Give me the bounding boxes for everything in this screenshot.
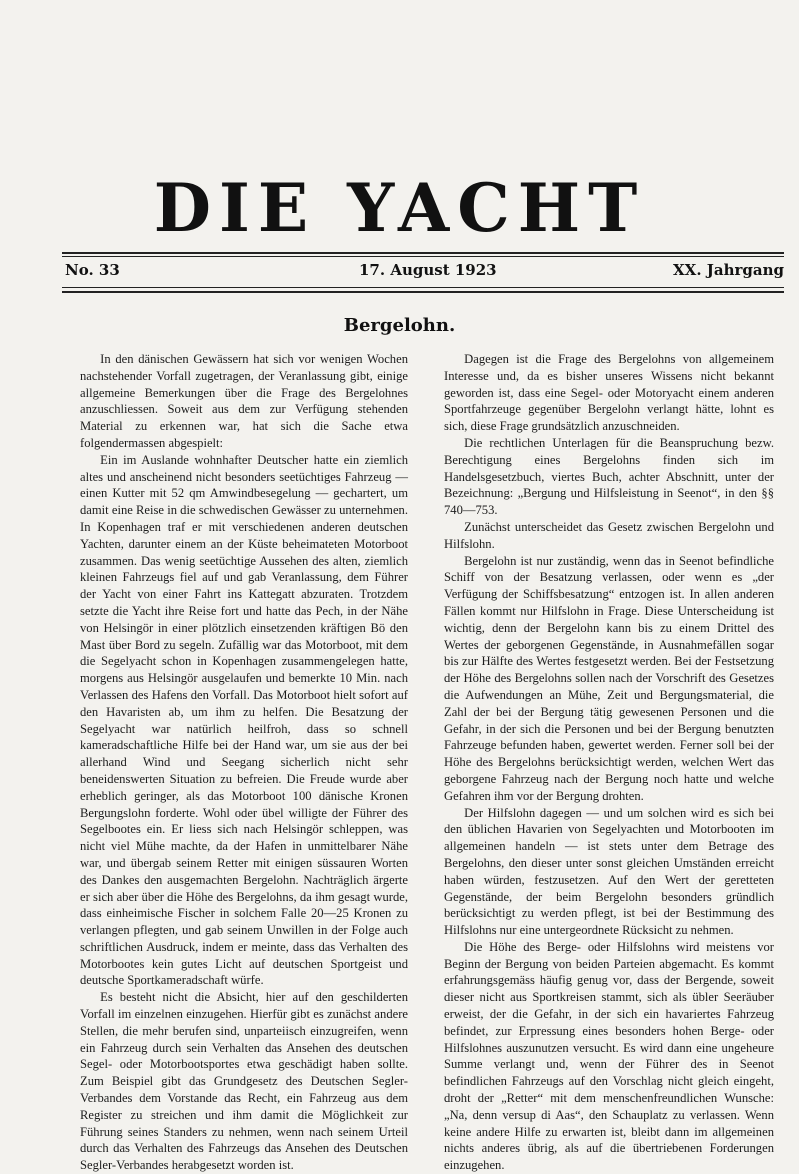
paragraph: Bergelohn ist nur zuständig, wenn das in Seenot befindliche Schiff von der Besatzung verlassen, oder wenn es „der Verfügung der Schiffsbesatzung“ entzogen ist. In allen anderen Fällen kommt nur Hilfslohn in Frage. Diese Unterscheidung ist wichtig, denn der Bergelohn kann bis zu einem Drittel des Wertes der geborgenen Gegenstände, in Ausnahmefällen sogar bis zur Hälfte des Wertes festgesetzt werden. Bei der Festsetzung der Höhe des Bergelohns sollen nach der Vorschrift des Gesetzes die Aufwendungen an Mühe, Zeit und Bergungsmaterial, die Zahl der bei der Bergung tätig gewesenen Personen und die Gefahr, in der sich die Personen und bei der Bergung benutzten Fahrzeuge befunden haben, gewertet werden. Ferner soll bei der Höhe des Bergelohns berücksichtigt werden, welchen Wert das geborgene Fahrzeug nach der Bergung noch hatte und welche Gefahren ihm vor der Bergung drohten. (444, 553, 774, 803)
header-rule-top-thin (62, 256, 784, 257)
paragraph: Der Hilfslohn dagegen — und um solchen wird es sich bei den üblichen Havarien von Segelyachten und Motorbooten im allgemeinen handeln — ist stets unter dem Betrage des Bergelohns, den dieser unter sonst gleichen Umständen erreicht haben würden, festzusetzen. Auf den Wert der geretteten Gegenstände, der beim Bergelohn besonders gründlich berücksichtigt zu werden pflegt, ist bei der Bestimmung des Hilfslohns nur eine untergeordnete Rücksicht zu nehmen. (444, 805, 774, 938)
issue-volume: XX. Jahrgang (673, 261, 784, 279)
article-column-right (444, 351, 774, 1174)
issue-date: 17. August 1923 (359, 261, 497, 279)
masthead-title: DIE YACHT (153, 169, 646, 247)
article-column-left (80, 351, 408, 1174)
paragraph: Ein im Auslande wohnhafter Deutscher hatte ein ziemlich altes und anscheinend nicht besonders seetüchtiges Fahrzeug — einen Kutter mit 52 qm Amwindbesegelung — gechartert, um damit eine Reise in die schwedischen Gewässer zu unternehmen. In Kopenhagen traf er mit verschiedenen anderen deutschen Yachten, darunter einem an der Küste beheimateten Motorboot zusammen. Das wenig seetüchtige Aussehen des alten, ziemlich kleinen Fahrzeugs fiel auf und gab Veranlassung, dem Führer der Yacht von einer Fahrt ins Kattegatt abzuraten. Trotzdem setzte die Yacht ihre Reise fort und hatte das Pech, in der Nähe von Helsingör in einer plötzlich einsetzenden kräftigen Bö den Mast über Bord zu segeln. Zufällig war das Motorboot, mit dem die Segelyacht schon in Kopenhagen zusammengelegen hatte, morgens aus Helsingör ausgelaufen und bemerkte 10 Min. nach Verlassen des Hafens den Vorfall. Das Motorboot hielt sofort auf den Havaristen ab, um ihm zu helfen. Die Besatzung der Segelyacht war natürlich heilfroh, dass so schnell kameradschaftliche Hilfe bei der Hand war, um sie aus der bei allerhand Wind und Seegang sicherlich nicht sehr beneidenswerten Situation zu befreien. Die Freude wurde aber erheblich geringer, als das Motorboot 100 dänische Kronen Bergungslohn forderte. Wohl oder übel willigte der Führer des Segelbootes ein. Er liess sich nach Helsingör schleppen, was nicht viel Mühe machte, da der Hafen in unmittelbarer Nähe war, und übergab seinem Retter mit einigen süssauren Worten des Dankes den ausgemachten Bergelohn. Nachträglich ärgerte er sich aber über die Höhe des Bergelohns, da ihm gesagt wurde, dass einheimische Fischer in solchem Falle 20—25 Kronen zu verlangen pflegten, und gab seinem Unwillen in der Folge auch schriftlichen Ausdruck, indem er meinte, dass das Verhalten des Motorbootes kein gutes Licht auf deutschen Sportgeist und deutsche Sportkameradschaft würfe. (80, 452, 408, 988)
issue-number: No. 33 (65, 261, 120, 279)
article-title: Bergelohn. (343, 315, 456, 336)
paragraph: In den dänischen Gewässern hat sich vor wenigen Wochen nachstehender Vorfall zugetragen, der Veranlassung gibt, einige allgemeine Bemerkungen über die Frage des Bergelohnes anzuschliessen. Soweit aus dem zur Verfügung stehenden Material zu erkennen war, hat sich die Sache etwa folgendermassen abgespielt: (80, 352, 408, 450)
header-rule-bottom-thin (62, 287, 784, 288)
paragraph: Dagegen ist die Frage des Bergelohns von allgemeinem Interesse und, da es bisher unseres Wissens nicht bekannt geworden ist, dass eine Segel- oder Motoryacht einem anderen Sportfahrzeuge gegenüber Bergelohn verlangt hätte, lohnt es sich, diese Frage grundsätzlich anzuschneiden. (444, 352, 774, 434)
paragraph: Zunächst unterscheidet das Gesetz zwischen Bergelohn und Hilfslohn. (444, 519, 774, 551)
header-rule-top (62, 252, 784, 254)
header-rule-bottom (62, 291, 784, 293)
paragraph: Die Höhe des Berge- oder Hilfslohns wird meistens vor Beginn der Bergung von beiden Parteien abgemacht. Es kommt erfahrungsgemäss häufig genug vor, dass der Bergende, soweit dieser nicht aus Sportkreisen stammt, sich als übler Seeräuber erweist, der die Gefahr, in der sich ein havariertes Fahrzeug befindet, zur Erpressung eines besonders hohen Berge- oder Hilfslohnes auszunutzen versucht. Es wird dann eine ungeheure Summe verlangt und, wenn der Führer des in Seenot befindlichen Fahrzeugs auf den Vorschlag nicht gleich eingeht, droht der „Retter“ mit dem menschenfreundlichen Wunsche: „Na, denn versup di Aas“, den Schauplatz zu verlassen. Wenn keine andere Hilfe zu erwarten ist, bleibt dann im allgemeinen nichts anderes übrig, als auf die übertriebenen Forderungen einzugehen. (444, 939, 774, 1173)
paragraph: Es besteht nicht die Absicht, hier auf den geschilderten Vorfall im einzelnen einzugehen. Hierfür gibt es zunächst andere Stellen, die mehr berufen sind, unparteiisch einzugreifen, wenn ein Fahrzeug durch sein Verhalten das Ansehen des deutschen Segel- oder Motorbootsportes etwa geschädigt haben sollte. Zum Beispiel gibt das Grundgesetz des Deutschen Segler-Verbandes dem Vorstande das Recht, ein Fahrzeug aus dem Register zu streichen und ihm damit die Möglichkeit zur Führung seines Standers zu nehmen, wenn nach seinem Urteil durch das Verhalten des Fahrzeugs das Ansehen des Deutschen Segler-Verbandes herabgesetzt worden ist. (80, 990, 408, 1173)
paragraph: Die rechtlichen Unterlagen für die Beanspruchung bezw. Berechtigung eines Bergelohns finden sich im Handelsgesetzbuch, viertes Buch, achter Abschnitt, unter der Bezeichnung: „Bergung und Hilfsleistung in Seenot“, in den §§ 740—753. (444, 435, 774, 518)
issue-line (62, 261, 784, 283)
